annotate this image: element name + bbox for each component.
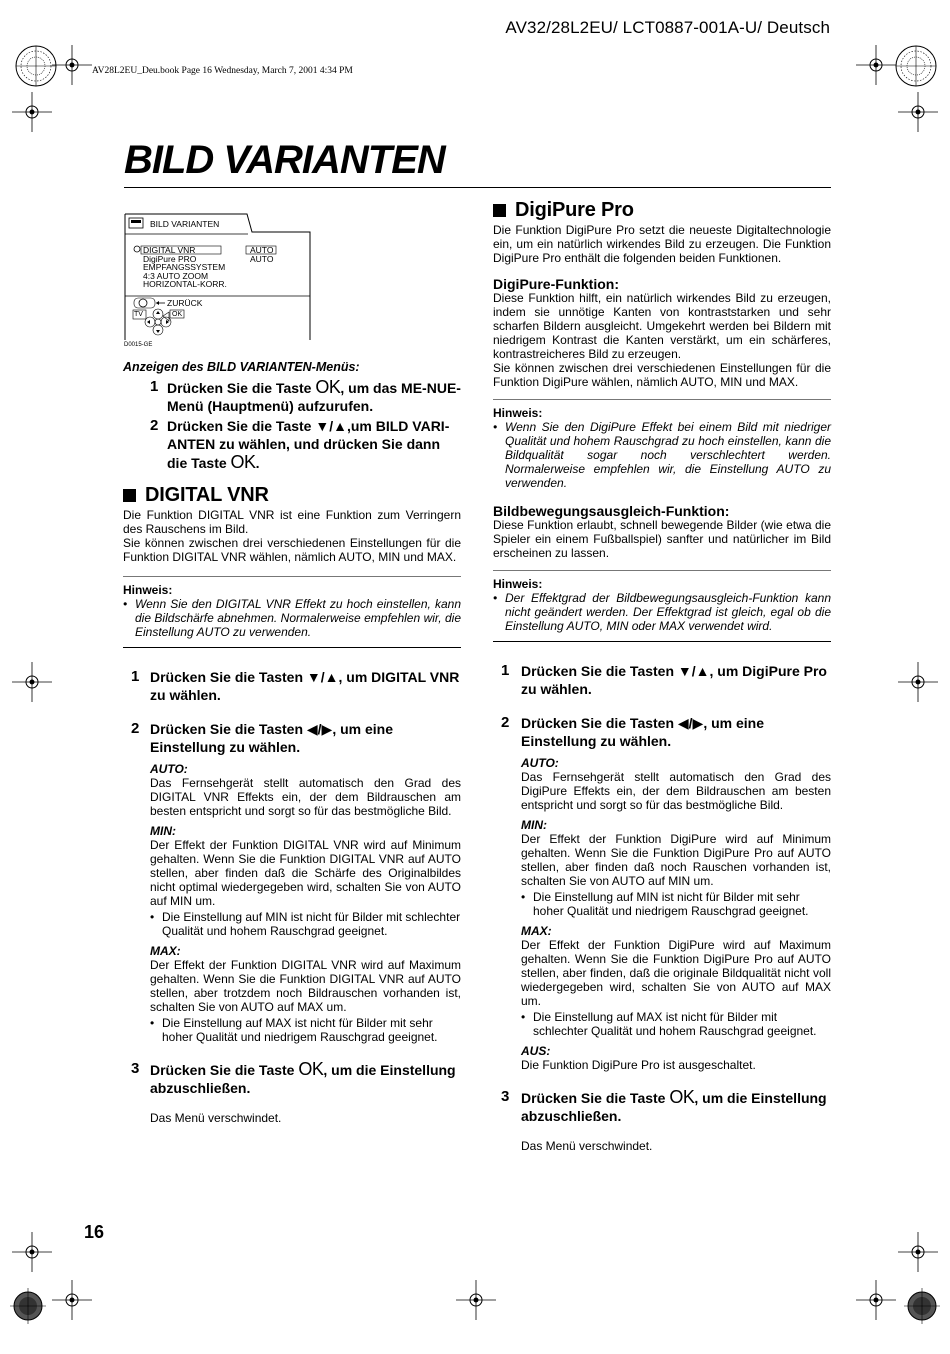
divider [123,576,461,577]
crosshair-mark-icon [898,662,938,702]
final-note: Das Menü verschwindet. [150,1111,282,1125]
menu-items [143,246,227,289]
digipure-intro: Die Funktion DigiPure Pro setzt die neueste Digitaltechnologie ein, um ein natürlich wirkendes Bild zu erzeugen. Die Funktion DigiPure Pro enthält die folgenden beiden Funktionen. [493,223,831,265]
menu-value: AUTO [250,253,274,264]
menu-ok-label: OK [172,311,183,318]
section-heading-digital-vnr: DIGITAL VNR [123,488,461,502]
option-aus: AUS: Die Funktion DigiPure Pro ist ausgeschaltet. [521,1044,756,1072]
divider [493,399,831,400]
hint-title: Hinweis: [493,406,543,420]
page-title: BILD VARIANTEN [124,138,445,182]
crosshair-mark-icon [12,1232,52,1272]
option-max: MAX: Der Effekt der Funktion DigiPure wird auf Maximum gehalten. Wenn Sie die Funktion DigiPure Pro auf AUTO stellen, aber finden, daß die originale Bildqualität nicht voll wiedergegeben wird, schalten Sie von AUTO auf MAX um. • Die Einstellung auf MAX ist nicht für Bilder mit schlechter Qualität und hohem Rauschgrad geeignet. [493,924,831,1038]
menu-screen-figure [124,212,312,340]
left-column [123,360,461,1125]
registration-mark-icon [888,38,944,94]
menu-tab-label: BILD VARIANTEN [150,219,220,229]
title-rule [124,187,831,188]
digipure-function-text: Sie können zwischen drei verschiedenen Einstellungen für die Funktion DigiPure wählen, nämlich AUTO, MIN und MAX. [493,361,831,389]
divider [493,641,831,642]
option-min: MIN: Der Effekt der Funktion DigiPure wird auf Minimum gehalten. Wenn Sie die Funktion DigiPure Pro auf AUTO stellen, aber finden daß noch Rauschen vorhanden ist, schalten Sie von AUTO auf MIN um. • Die Einstellung auf MIN ist nicht für Bilder mit sehr hoher Qualität und niedrigem Rauschgrad geeignet. [493,818,831,918]
menu-values [250,246,273,263]
crosshair-mark-icon [856,45,896,85]
vnr-paragraph: Sie können zwischen drei verschiedenen Einstellungen für die Funktion DIGITAL VNR wählen, nämlich AUTO, MIN und MAX. [123,536,461,564]
crosshair-mark-icon [456,1280,496,1320]
menu-item: DIGITAL VNR [143,245,196,255]
section-heading-digipure-pro: DigiPure Pro [493,203,831,217]
right-column [493,199,831,1153]
step-3: 3 Drücken Sie die Taste OK, um die Einstellung abzuschließen. [501,1087,827,1124]
crosshair-mark-icon [12,662,52,702]
option-auto: AUTO: Das Fernsehgerät stellt automatisch den Grad des DIGITAL VNR Effekts ein, der dem Bildrauschen am besten entspricht und sorgt so für das bestmögliche Bild. [150,762,461,818]
intro-step: 1 Drücken Sie die Taste OK, um das ME-NUE-Menü (Hauptmenü) aufzurufen. [150,377,461,414]
divider [123,647,461,648]
menu-value: AUTO [250,245,274,255]
menu-item: HORIZONTAL-KORR. [143,279,227,289]
step-1: 1 Drücken Sie die Tasten ▼/▲, um DIGITAL VNR zu wählen. [131,668,460,703]
section-square-icon [123,489,136,502]
option-max: MAX: Der Effekt der Funktion DIGITAL VNR wird auf Maximum gehalten. Wenn Sie die Funktion DIGITAL VNR auf AUTO stellen, aber trotzdem noch Bildrauschen vorhanden ist, schalten Sie von AUTO auf MAX um. • Die Einstellung auf MAX ist nicht für Bilder mit sehr hoher Qualität und niedrigem Rauschgrad geeignet. [123,944,461,1044]
book-info-line: AV28L2EU_Deu.book Page 16 Wednesday, March 7, 2001 4:34 PM [92,66,353,76]
document-id: AV32/28L2EU/ LCT0887-001A-U/ Deutsch [505,18,830,37]
hint-text: • Der Effektgrad der Bildbewegungsausgleich-Funktion kann nicht geändert werden. Der Effektgrad ist gleich, egal ob die Einstellung AUTO, MIN oder MAX verwendet wird. [493,591,831,633]
step-3: 3 Drücken Sie die Taste OK, um die Einstellung abzuschließen. [131,1059,456,1096]
hint-title: Hinweis: [123,583,173,597]
motion-function-heading: Bildbewegungsausgleich-Funktion: [493,503,730,519]
menu-item: EMPFANGSSYSTEM [143,262,226,272]
option-min: MIN: Der Effekt der Funktion DIGITAL VNR wird auf Minimum gehalten. Wenn Sie die Funktion DIGITAL VNR auf AUTO stellen, aber finden daß die Schärfe des Originalbildes nicht optimal wiedergegeben wird, schalten Sie von AUTO auf MIN um. • Die Einstellung auf MIN ist nicht für Bilder mit schlechter Qualität und hohem Rauschgrad geeignet. [123,824,461,938]
hint-title: Hinweis: [493,577,543,591]
crosshair-mark-icon [856,1280,896,1320]
motion-function-text: Diese Funktion erlaubt, schnell bewegende Bilder (wie etwa die Spieler ein einem Fußballspiel) sanfter und natürlicher im Bild erscheinen zu lassen. [493,518,831,560]
intro-step: 2 Drücken Sie die Taste ▼/▲,um BILD VARI-ANTEN zu wählen, und drücken Sie dann die Taste OK. [150,417,450,472]
registration-mark-icon [0,1278,56,1334]
figure-code: D0015-GE [124,342,153,348]
hint-text: • Wenn Sie den DIGITAL VNR Effekt zu hoch einstellen, kann die Bildschärfe abnehmen. Normalerweise empfehlen wir, die Einstellung AUTO zu verwenden. [123,597,461,639]
menu-item: DigiPure PRO [143,253,197,264]
option-auto: AUTO: Das Fernsehgerät stellt automatisch den Grad des DigiPure Effekts ein, der dem Bildrauschen am besten entspricht und sorgt so für das bestmögliche Bild. [521,756,831,812]
crosshair-mark-icon [52,1280,92,1320]
crosshair-mark-icon [898,92,938,132]
menu-tv-label: TV [134,311,143,318]
registration-mark-icon [894,1278,950,1334]
final-note: Das Menü verschwindet. [521,1139,653,1153]
step-2: 2 Drücken Sie die Tasten ◀/▶, um eine Einstellung zu wählen. [131,720,394,755]
page-number: 16 [84,1222,105,1242]
crosshair-mark-icon [898,1232,938,1272]
display-menu-heading: Anzeigen des BILD VARIANTEN-Menüs: [123,360,360,374]
divider [493,570,831,571]
section-square-icon [493,204,506,217]
digipure-function-heading: DigiPure-Funktion: [493,276,619,292]
step-2: 2 Drücken Sie die Tasten ◀/▶, um eine Einstellung zu wählen. [501,714,765,749]
digipure-function-text: Diese Funktion hilft, ein natürlich wirkendes Bild zu erzeugen, indem sie unnötige Kanten von kontraststarken und sehr scharfen Bildern ausgleicht. Umgekehrt werden bei Bildern mit niedrigem Kontrast die Kanten verstärkt, um ein schärferes, kontrastreicheres Bild zu erzeugen. [493,291,831,361]
menu-item: 4:3 AUTO ZOOM [143,270,209,281]
crosshair-mark-icon [12,92,52,132]
menu-back-label: ZURÜCK [167,298,203,308]
hint-text: • Wenn Sie den DigiPure Effekt bei einem Bild mit niedriger Qualität und hohem Rauschgrad zu hoch einstellen, kann die Bildqualität sogar noch verschlechtert werden. Normalerweise empfehlen wir, die Einstellung AUTO zu verwenden. [493,420,831,490]
crosshair-mark-icon [52,45,92,85]
step-1: 1 Drücken Sie die Tasten ▼/▲, um DigiPure Pro zu wählen. [501,662,827,697]
vnr-paragraph: Die Funktion DIGITAL VNR ist eine Funktion zum Verringern des Rauschens im Bild. [123,508,461,536]
